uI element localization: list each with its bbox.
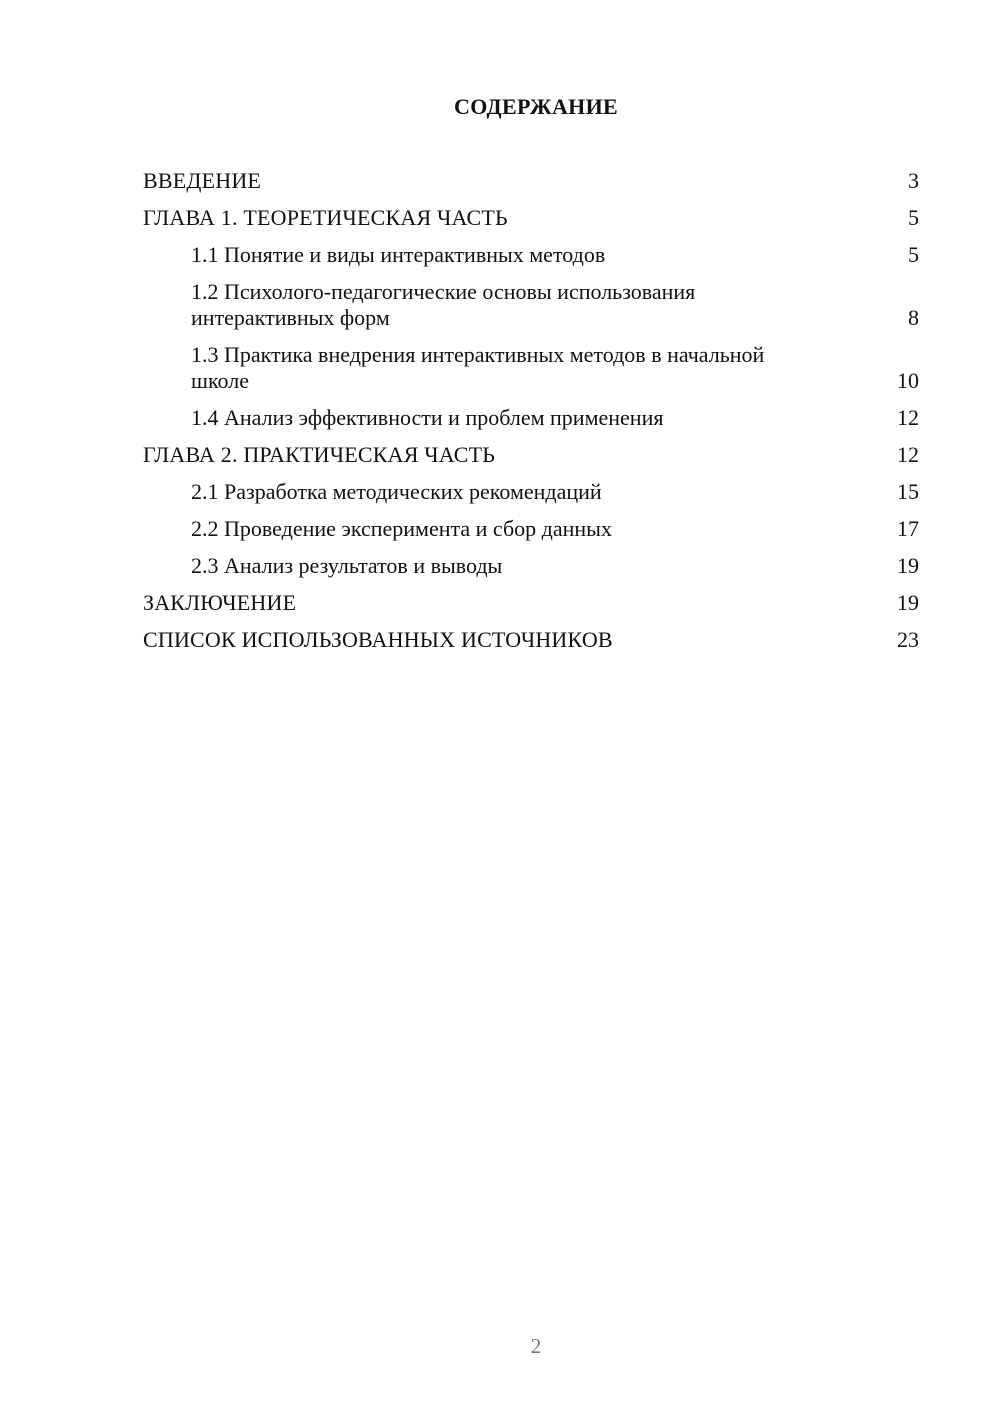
toc-entry-title: ЗАКЛЮЧЕНИЕ — [143, 590, 297, 615]
toc-entry-page: 5 — [908, 205, 919, 230]
toc-entry-title: ГЛАВА 2. ПРАКТИЧЕСКАЯ ЧАСТЬ — [143, 442, 496, 467]
toc-entry-section-2-1[interactable] — [143, 479, 919, 505]
toc-entry-section-2-2[interactable] — [143, 516, 919, 542]
toc-entry-title: 1.3 Практика внедрения интерактивных методов в начальной школе — [191, 342, 765, 393]
toc-entry-section-1-4[interactable] — [143, 405, 919, 431]
toc-entry-title: ВВЕДЕНИЕ — [143, 168, 262, 193]
toc-entry-title: СПИСОК ИСПОЛЬЗОВАННЫХ ИСТОЧНИКОВ — [143, 627, 613, 652]
page-number: 2 — [530, 1334, 542, 1358]
toc-entry-page: 17 — [897, 516, 919, 541]
toc-entry-chapter-2[interactable] — [143, 442, 919, 468]
toc-heading: СОДЕРЖАНИЕ — [454, 94, 618, 119]
toc-entry-page: 5 — [908, 242, 919, 267]
toc-entry-page: 12 — [897, 442, 919, 467]
toc-entry-title: 1.1 Понятие и виды интерактивных методов — [191, 242, 606, 267]
toc-entry-title: 2.2 Проведение эксперимента и сбор данных — [191, 516, 612, 541]
toc-entry-page: 3 — [908, 168, 919, 193]
toc-entry-section-1-3[interactable] — [143, 342, 919, 394]
toc-entry-page: 19 — [897, 590, 919, 615]
table-of-contents — [143, 168, 919, 664]
toc-entry-title: 1.4 Анализ эффективности и проблем применения — [191, 405, 664, 430]
toc-entry-page: 19 — [897, 553, 919, 578]
toc-entry-title: ГЛАВА 1. ТЕОРЕТИЧЕСКАЯ ЧАСТЬ — [143, 205, 508, 230]
toc-entry-title: 2.1 Разработка методических рекомендаций — [191, 479, 602, 504]
toc-entry-section-1-1[interactable] — [143, 242, 919, 268]
toc-entry-page: 8 — [908, 305, 919, 330]
toc-entry-chapter-1[interactable] — [143, 205, 919, 231]
toc-entry-title: 1.2 Психолого-педагогические основы использования интерактивных форм — [191, 279, 696, 330]
toc-entry-references[interactable] — [143, 627, 919, 653]
toc-entry-section-1-2[interactable] — [143, 279, 919, 331]
toc-entry-page: 12 — [897, 405, 919, 430]
toc-entry-title: 2.3 Анализ результатов и выводы — [191, 553, 503, 578]
toc-entry-introduction[interactable] — [143, 168, 919, 194]
toc-entry-page: 15 — [897, 479, 919, 504]
toc-entry-conclusion[interactable] — [143, 590, 919, 616]
toc-entry-page: 23 — [897, 627, 919, 652]
toc-entry-page: 10 — [897, 368, 919, 393]
toc-entry-section-2-3[interactable] — [143, 553, 919, 579]
